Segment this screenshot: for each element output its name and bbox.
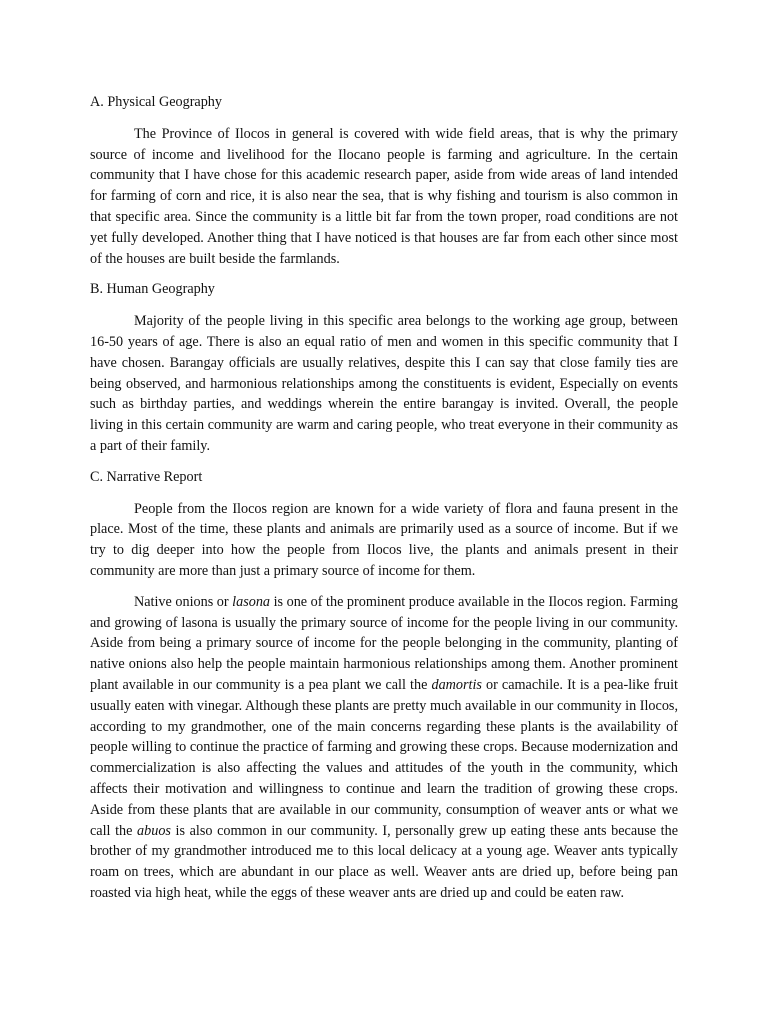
term-abuos: abuos (137, 822, 171, 839)
paragraph-narrative-intro: People from the Ilocos region are known for a wide variety of flora and fauna present in the place. Most of the time, these plants and animals are primarily used as a source of income. But if we try to dig deeper into how the people from Ilocos live, the plants and animals present in their community are more than just a primary source of income for them. (90, 500, 678, 579)
text-segment: is one of the prominent produce available in the Ilocos region. Farming and growing of lasona is usually the primary source of income for the people living in our community. Aside from being a primary source of income for the people belonging in the community, planting of native onions also help the people maintain harmonious relationships among them. Another prominent plant available in our community is a pea plant we call the (90, 593, 678, 693)
paragraph-physical-geography: The Province of Ilocos in general is covered with wide field areas, that is why the primary source of income and livelihood for the Ilocano people is farming and agriculture. In the certain community that I have chose for this academic research paper, aside from wide areas of land intended for farming of corn and rice, it is also near the sea, that is why fishing and tourism is also common in that specific area. Since the community is a little bit far from the town proper, road conditions are not yet fully developed. Another thing that I have noticed is that houses are far from each other since most of the houses are built beside the farmlands. (90, 125, 678, 267)
paragraph-narrative-plants-and-ants (90, 592, 678, 904)
text-segment: or camachile. It is a pea-like fruit usually eaten with vinegar. Although these plants are pretty much available in our community in Ilocos, according to my grandmother, one of the main concerns regarding these plants is the availability of people willing to continue the practice of farming and growing these crops. Because modernization and commercialization is also affecting the values and attitudes of the youth in the community, which affects their motivation and willingness to continue and learn the tradition of growing these crops. Aside from these plants that are available in our community, consumption of weaver ants or what we call the (90, 676, 678, 839)
heading-human-geography: B. Human Geography (90, 281, 215, 298)
term-damortis: damortis (431, 676, 482, 693)
heading-narrative-report: C. Narrative Report (90, 468, 203, 485)
paragraph-human-geography: Majority of the people living in this specific area belongs to the working age group, between 16-50 years of age. There is also an equal ratio of men and women in this specific community that I have chosen. Barangay officials are usually relatives, despite this I can say that close family ties are being observed, and harmonious relationships among the constituents is evident, Especially on events such as birthday parties, and weddings wherein the entire barangay is invited. Overall, the people living in this certain community are warm and caring people, who treat everyone in their community as a part of their family. (90, 313, 678, 454)
document-page (90, 92, 678, 904)
text-segment: Native onions or (134, 593, 233, 610)
heading-physical-geography: A. Physical Geography (90, 94, 222, 110)
term-lasona: lasona (232, 593, 271, 610)
text-segment: is also common in our community. I, personally grew up eating these ants because the brother of my grandmother introduced me to this local delicacy at a young age. Weaver ants typically roam on trees, which are abundant in our place as well. Weaver ants are dried up, before being pan roasted via high heat, while the eggs of these weaver ants are dried up and could be eaten raw. (90, 822, 679, 901)
